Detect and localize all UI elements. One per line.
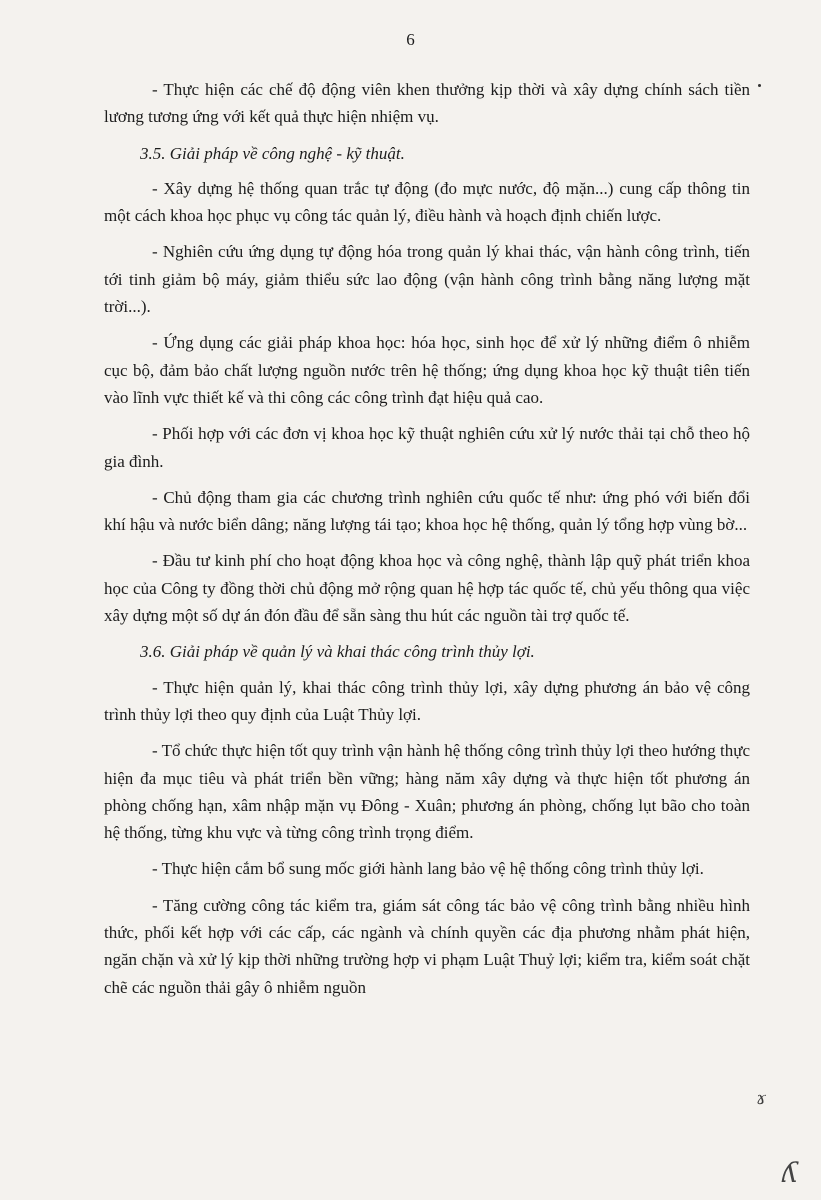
paragraph-investment: - Đầu tư kinh phí cho hoạt động khoa học và công nghệ, thành lập quỹ phát triển khoa học của Công ty đồng thời chủ động mở rộng quan hệ hợp tác quốc tế, chủ yếu thông qua việc xây dựng một số dự án đón đầu để sẵn sàng thu hút các nguồn tài trợ quốc tế. [104, 551, 750, 626]
paragraph-boundary-markers: - Thực hiện cắm bổ sung mốc giới hành lang bảo vệ hệ thống công trình thủy lợi. [152, 859, 704, 879]
paragraph-management: - Thực hiện quản lý, khai thác công trình thủy lợi, xây dựng phương án bảo vệ công trình thủy lợi theo quy định của Luật Thủy lợi. [104, 677, 750, 724]
paragraph-international-research: - Chủ động tham gia các chương trình nghiên cứu quốc tế như: ứng phó với biến đổi khí hậu và nước biển dâng; năng lượng tái tạo; khoa học hệ thống, quản lý tổng hợp vùng bờ... [104, 487, 750, 535]
initial-mark-icon: ɤ [756, 1088, 767, 1109]
corner-initial-icon: ʎ [782, 1156, 798, 1189]
paragraph-monitoring-system: - Xây dựng hệ thống quan trắc tự động (đo mực nước, độ mặn...) cung cấp thông tin một cách khoa học phục vụ công tác quản lý, điều hành và hoạch định chiến lược. [104, 178, 750, 226]
section-heading-3-6: 3.6. Giải pháp về quản lý và khai thác công trình thủy lợi. [140, 642, 535, 662]
paragraph-wastewater: - Phối hợp với các đơn vị khoa học kỹ thuật nghiên cứu xử lý nước thải tại chỗ theo hộ gia đình. [104, 424, 750, 471]
paragraph-automation: - Nghiên cứu ứng dụng tự động hóa trong quản lý khai thác, vận hành công trình, tiến tới tinh giảm bộ máy, giảm thiểu sức lao động (vận hành công trình bằng năng lượng mặt trời...). [104, 242, 750, 317]
page-number: 6 [406, 30, 415, 49]
paragraph-reward-policy: - Thực hiện các chế độ động viên khen thưởng kịp thời và xây dựng chính sách tiền lương tương ứng với kết quả thực hiện nhiệm vụ. [104, 80, 750, 127]
paragraph-operation-process: - Tổ chức thực hiện tốt quy trình vận hành hệ thống công trình thủy lợi theo hướng thực hiện đa mục tiêu và phát triển bền vững; hàng năm xây dựng và thực hiện tốt phương án phòng chống hạn, xâm nhập mặn vụ Đông - Xuân; phương án phòng, chống lụt bão cho toàn hệ thống, từng khu vực và từng công trình trọng điểm. [104, 741, 750, 843]
paragraph-science-solutions: - Ứng dụng các giải pháp khoa học: hóa học, sinh học để xử lý những điểm ô nhiễm cục bộ, đảm bảo chất lượng nguồn nước trên hệ thống; ứng dụng khoa học kỹ thuật tiên tiến vào lĩnh vực thiết kế và thi công các công trình đạt hiệu quả cao. [104, 333, 750, 407]
section-heading-3-5: 3.5. Giải pháp về công nghệ - kỹ thuật. [140, 143, 405, 163]
ink-dot-mark [758, 84, 761, 87]
document-body [104, 76, 750, 1010]
paragraph-inspection: - Tăng cường công tác kiểm tra, giám sát công tác bảo vệ công trình bằng nhiều hình thức, phối kết hợp với các cấp, các ngành và chính quyền các địa phương nhằm phát hiện, ngăn chặn và xử lý kịp thời những trường hợp vi phạm Luật Thuỷ lợi; kiểm tra, kiểm soát chặt chẽ các nguồn thải gây ô nhiễm nguồn [104, 895, 750, 997]
